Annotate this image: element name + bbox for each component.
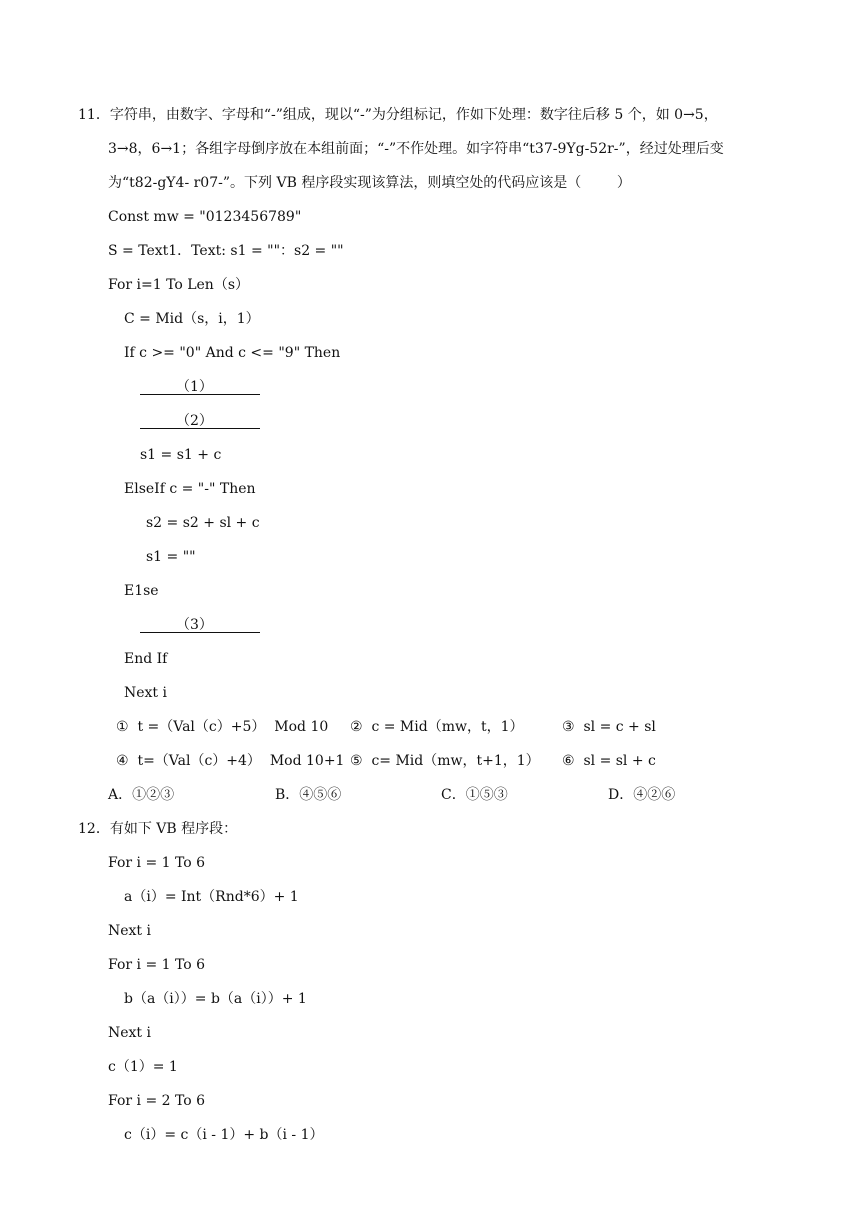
code-line: c（1）= 1	[108, 1059, 178, 1075]
blank-3	[140, 615, 260, 635]
code-line: s1 = s1 + c	[140, 447, 222, 463]
q12-number: 12．	[78, 821, 110, 837]
code-line: s1 = ""	[146, 549, 196, 565]
code-line: C = Mid（s，i，1）	[124, 311, 260, 327]
q11-stem-line-3: 为“t82-gY4- r07-”。下列 VB 程序段实现该算法，则填空处的代码应该是（ ）	[108, 175, 631, 191]
code-item: ④ t=（Val（c）+4） Mod 10+1	[116, 753, 345, 769]
code-line: c（i）= c（i - 1）+ b（i - 1）	[124, 1127, 324, 1143]
code-item: ② c = Mid（mw，t，1）	[350, 719, 524, 735]
code-line: For i = 1 To 6	[108, 957, 206, 973]
code-line: S = Text1．Text: s1 = ""：s2 = ""	[108, 243, 344, 259]
code-line: a（i）= Int（Rnd*6）+ 1	[124, 889, 299, 905]
code-line: s2 = s2 + sl + c	[146, 515, 260, 531]
blank-label: （2）	[176, 413, 213, 429]
choice-b: B．④⑤⑥	[275, 787, 342, 803]
code-line: E1se	[124, 583, 159, 599]
code-line: If c >= "0" And c <= "9" Then	[124, 345, 341, 361]
code-line: ElseIf c = "-" Then	[124, 481, 256, 497]
blank-1	[140, 377, 260, 397]
code-item: ① t =（Val（c）+5） Mod 10	[116, 719, 329, 735]
code-line: For i = 1 To 6	[108, 855, 206, 871]
code-line: For i = 2 To 6	[108, 1093, 206, 1109]
code-line: Next i	[108, 923, 151, 939]
blank-label: （1）	[176, 379, 213, 395]
code-item: ⑤ c= Mid（mw，t+1，1）	[350, 753, 540, 769]
choice-d: D．④②⑥	[608, 787, 676, 803]
blank-label: （3）	[176, 617, 213, 633]
code-line: For i=1 To Len（s）	[108, 277, 249, 293]
code-item: ⑥ sl = sl + c	[562, 753, 656, 769]
blank-2	[140, 411, 260, 431]
q11-number: 11．	[78, 107, 110, 123]
q12-stem: 12．有如下 VB 程序段：	[78, 821, 238, 837]
code-line: Next i	[108, 1025, 151, 1041]
code-line: b（a（i））= b（a（i））+ 1	[124, 991, 307, 1007]
code-line: Const mw = "0123456789"	[108, 209, 302, 225]
choice-a: A．①②③	[108, 787, 175, 803]
choice-c: C．①⑤③	[441, 787, 508, 803]
code-line: Next i	[124, 685, 167, 701]
code-line: End If	[124, 651, 168, 667]
code-item: ③ sl = c + sl	[562, 719, 656, 735]
q11-stem-line-2: 3→8，6→1；各组字母倒序放在本组前面；“-”不作处理。如字符串“t37-9Yg-52r-”，经过处理后变	[108, 141, 724, 157]
q11-stem-line-1: 11．字符串，由数字、字母和“-”组成，现以“-”为分组标记，作如下处理：数字往后移 5 个，如 0→5，	[78, 107, 718, 123]
